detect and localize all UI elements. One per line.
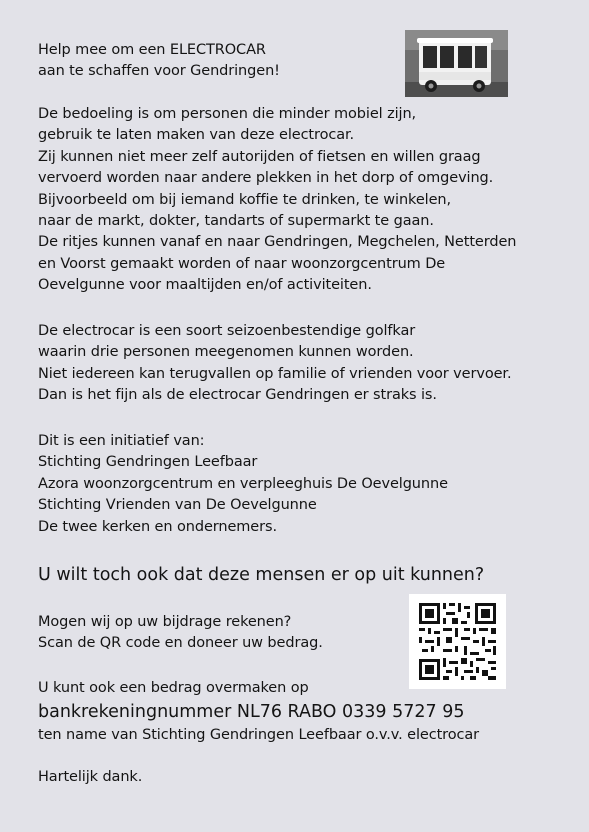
donate-paragraph [38,612,323,655]
text-line: De electrocar is een soort seizoenbestendige golfkar [38,323,416,339]
text-line: Niet iedereen kan terugvallen op familie of vrienden voor vervoer. [38,365,512,382]
heading-line: aan te schaffen voor Gendringen! [38,63,280,80]
closing-line: Hartelijk dank. [38,769,143,785]
text-line: Dan is het fijn als de electrocar Gendringen er straks is. [38,387,437,404]
text-line: Stichting Gendringen Leefbaar [38,454,258,471]
electrocar-photo [405,30,508,97]
text-line: Bijvoorbeeld om bij iemand koffie te drinken, te winkelen, [38,191,451,208]
text-line: Scan de QR code en doneer uw bedrag. [38,635,323,652]
text-line: Dit is een initiatief van: [38,433,205,449]
text-line: gebruik te laten maken van deze electrocar. [38,127,355,144]
initiative-paragraph [38,431,448,538]
text-line: Mogen wij op uw bijdrage rekenen? [38,614,292,630]
text-line: Oevelgunne voor maaltijden en/of activiteiten. [38,277,372,294]
text-line: naar de markt, dokter, tandarts of supermarkt te gaan. [38,213,434,230]
intro-paragraph [38,104,516,297]
account-name-line: ten name van Stichting Gendringen Leefbaar o.v.v. electrocar [38,727,479,743]
heading [38,40,280,83]
text-line: Stichting Vrienden van De Oevelgunne [38,497,317,514]
description-paragraph [38,321,511,407]
text-line: De bedoeling is om personen die minder mobiel zijn, [38,106,417,122]
text-line: vervoerd worden naar andere plekken in het dorp of omgeving. [38,170,494,187]
heading-line: Help mee om een ELECTROCAR [38,42,266,58]
bank-account-number: bankrekeningnummer NL76 RABO 0339 5727 95 [38,702,465,722]
text-line: waarin drie personen meegenomen kunnen worden. [38,344,414,361]
text-line: Azora woonzorgcentrum en verpleeghuis De Oevelgunne [38,475,448,492]
text-line: De ritjes kunnen vanaf en naar Gendringen, Megchelen, Netterden [38,234,517,251]
qr-code-icon[interactable] [409,594,506,689]
transfer-intro: U kunt ook een bedrag overmaken op [38,680,309,696]
text-line: De twee kerken en ondernemers. [38,518,277,535]
text-line: Zij kunnen niet meer zelf autorijden of fietsen en willen graag [38,148,481,165]
question-line: U wilt toch ook dat deze mensen er op uit kunnen? [38,565,485,585]
text-line: en Voorst gemaakt worden of naar woonzorgcentrum De [38,255,446,272]
